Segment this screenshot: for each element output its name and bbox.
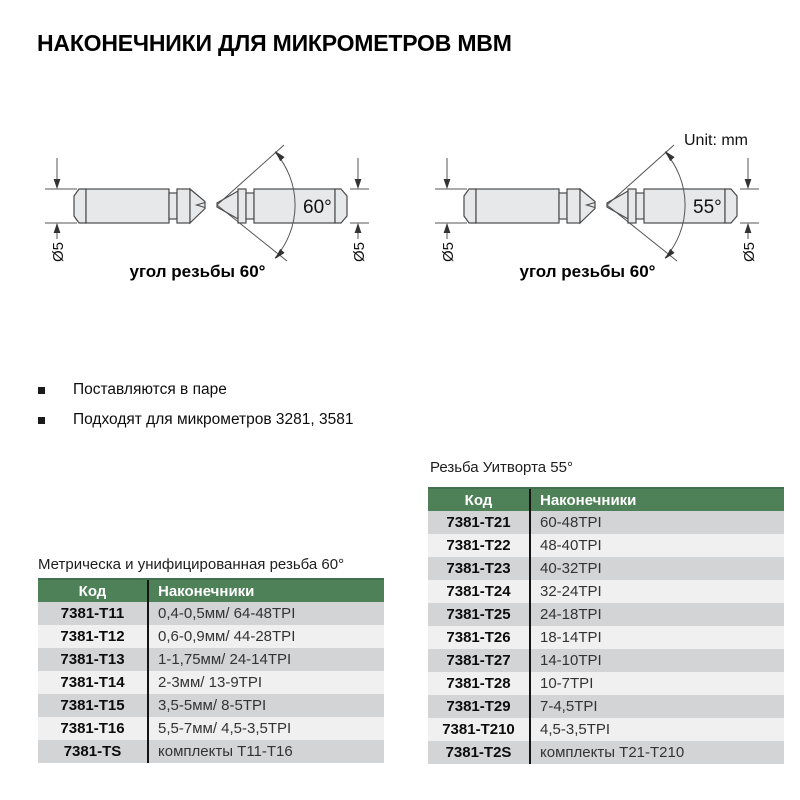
table-header-row	[428, 488, 784, 511]
left-diameter-dimension	[45, 158, 77, 262]
code-cell: 7381-T21	[428, 511, 530, 534]
thread-tip-drawing-55	[425, 128, 760, 268]
table-row	[428, 741, 784, 764]
column-header-code: Код	[38, 579, 148, 602]
diameter-dimension-label: Ø5	[50, 241, 67, 262]
table-caption-metric: Метрическа и унифицированная резьба 60°	[38, 556, 345, 573]
bullet-square-icon	[38, 387, 45, 394]
code-cell: 7381-T12	[38, 625, 148, 648]
code-cell: 7381-T24	[428, 580, 530, 603]
table-row	[428, 603, 784, 626]
table-row	[428, 626, 784, 649]
code-cell: 7381-T11	[38, 602, 148, 625]
table-row	[428, 580, 784, 603]
code-cell: 7381-T14	[38, 671, 148, 694]
diameter-dimension-label: Ø5	[351, 241, 368, 262]
tips-cell: 60-48TPI	[530, 511, 784, 534]
table-row	[428, 695, 784, 718]
table-row	[428, 511, 784, 534]
left-tip-shape	[464, 189, 595, 223]
code-cell: 7381-T26	[428, 626, 530, 649]
thread-tip-drawing-60	[35, 128, 370, 268]
tips-cell: 14-10TPI	[530, 649, 784, 672]
tips-cell: 0,4-0,5мм/ 64-48TPI	[148, 602, 384, 625]
drawing-caption: угол резьбы 60°	[129, 262, 266, 281]
table-row	[38, 648, 384, 671]
column-header-tips: Наконечники	[148, 579, 384, 602]
right-diameter-dimension	[350, 158, 369, 262]
unit-label: Unit: mm	[684, 132, 748, 149]
column-header-code: Код	[428, 488, 530, 511]
diameter-dimension-label: Ø5	[741, 241, 758, 262]
drawing-caption: угол резьбы 60°	[519, 262, 656, 281]
code-cell: 7381-TS	[38, 740, 148, 763]
table-row	[428, 672, 784, 695]
table-row	[38, 625, 384, 648]
right-diameter-dimension	[740, 158, 759, 262]
tips-cell: 18-14TPI	[530, 626, 784, 649]
tips-cell: 10-7TPI	[530, 672, 784, 695]
tips-cell: комплекты Т21-Т210	[530, 741, 784, 764]
code-cell: 7381-T25	[428, 603, 530, 626]
table-row	[38, 671, 384, 694]
diameter-dimension-label: Ø5	[440, 241, 457, 262]
tips-cell: 1-1,75мм/ 24-14TPI	[148, 648, 384, 671]
left-diameter-dimension	[435, 158, 467, 262]
code-cell: 7381-T23	[428, 557, 530, 580]
tips-cell: 2-3мм/ 13-9TPI	[148, 671, 384, 694]
tips-cell: 3,5-5мм/ 8-5TPI	[148, 694, 384, 717]
tips-cell: 0,6-0,9мм/ 44-28TPI	[148, 625, 384, 648]
code-cell: 7381-T13	[38, 648, 148, 671]
code-cell: 7381-T15	[38, 694, 148, 717]
table-row	[38, 694, 384, 717]
table-row	[428, 534, 784, 557]
thread-table-metric	[38, 578, 384, 763]
tips-cell: 5,5-7мм/ 4,5-3,5TPI	[148, 717, 384, 740]
angle-label: 55°	[693, 197, 722, 218]
table-row	[428, 649, 784, 672]
table-row	[428, 557, 784, 580]
table-caption-whitworth: Резьба Уитворта 55°	[430, 459, 573, 476]
bullet-text: Поставляются в паре	[73, 381, 227, 398]
table-row	[38, 717, 384, 740]
tips-cell: 48-40TPI	[530, 534, 784, 557]
bullet-item	[38, 381, 227, 399]
code-cell: 7381-T2S	[428, 741, 530, 764]
tips-cell: 32-24TPI	[530, 580, 784, 603]
code-cell: 7381-T210	[428, 718, 530, 741]
tips-cell: 7-4,5TPI	[530, 695, 784, 718]
code-cell: 7381-T29	[428, 695, 530, 718]
code-cell: 7381-T22	[428, 534, 530, 557]
bullet-text: Подходят для микрометров 3281, 3581	[73, 411, 354, 428]
column-header-tips: Наконечники	[530, 488, 784, 511]
bullet-item	[38, 411, 354, 429]
code-cell: 7381-T28	[428, 672, 530, 695]
bullet-square-icon	[38, 417, 45, 424]
code-cell: 7381-T27	[428, 649, 530, 672]
tips-cell: 24-18TPI	[530, 603, 784, 626]
table-row	[38, 602, 384, 625]
tips-cell: 40-32TPI	[530, 557, 784, 580]
angle-label: 60°	[303, 197, 332, 218]
thread-table-whitworth	[428, 487, 784, 764]
table-row	[38, 740, 384, 763]
code-cell: 7381-T16	[38, 717, 148, 740]
table-header-row	[38, 579, 384, 602]
table-row	[428, 718, 784, 741]
tips-cell: 4,5-3,5TPI	[530, 718, 784, 741]
tips-cell: комплекты Т11-Т16	[148, 740, 384, 763]
left-tip-shape	[74, 189, 205, 223]
page-title: НАКОНЕЧНИКИ ДЛЯ МИКРОМЕТРОВ МВМ	[37, 30, 512, 56]
